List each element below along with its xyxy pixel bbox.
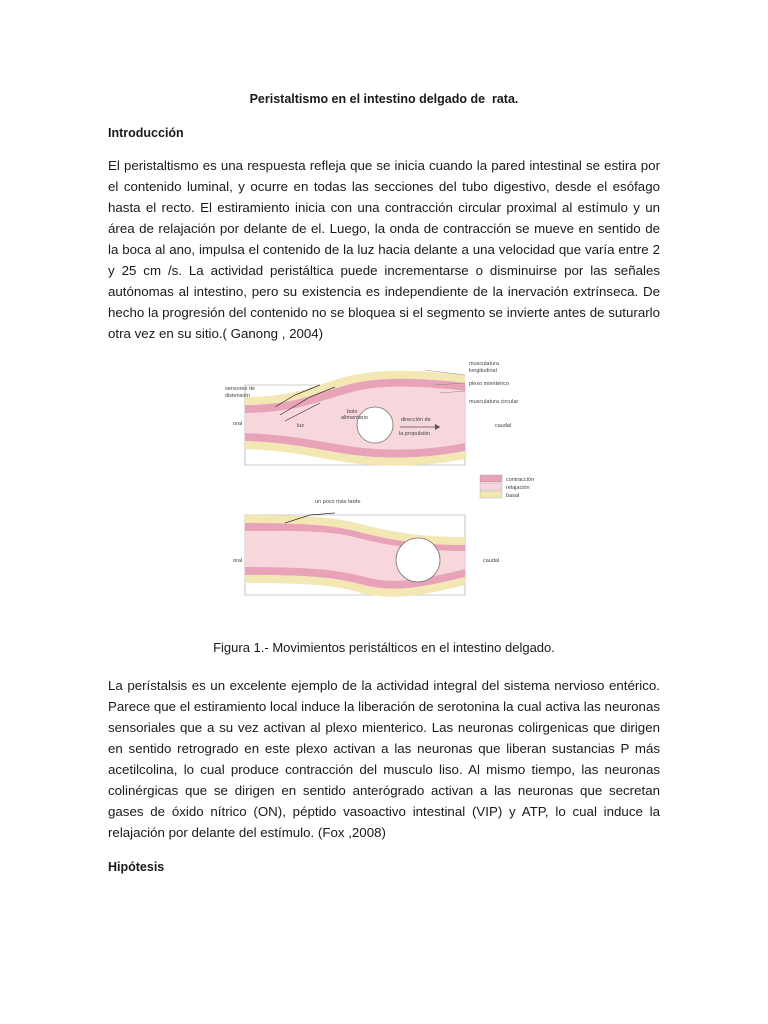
bottom-panel (245, 513, 465, 597)
legend-swatch-contraccion (480, 475, 502, 482)
label-luz: luz (297, 423, 305, 429)
legend-swatch-relajacion (480, 483, 502, 490)
label-oral-bottom: oral (233, 558, 243, 564)
label-direccion-2: la propulsión (399, 431, 431, 437)
peristalsis-diagram (225, 355, 565, 605)
intro-paragraph: El peristaltismo es una respuesta refleja que se inicia cuando la pared intestinal se estira por el contenido luminal, y ocurre en todas las secciones del tubo digestivo, desde el esófago hasta el recto. El estiramiento inicia con una contracción circular proximal al estímulo y un área de relajación por delante de el. Luego, la onda de contracción se mueve en sentido de la boca al ano, impulsa el contenido de la luz hacia delante a una velocidad que varía entre 2 y 25 cm /s. La actividad peristáltica puede incrementarse o disminuirse por las señales autónomas al intestino, pero su existencia es independiente de la inervación extrínseca. De hecho la progresión del contenido no se bloquea si el segmento se invierte antes de suturarlo otra vez en su sitio.( Ganong , 2004) (108, 158, 660, 341)
label-un-poco-mas-tarde: un poco más tarde (315, 499, 361, 505)
label-musculatura-1: musculatura (469, 361, 499, 367)
label-caudal-bottom: caudal (483, 558, 500, 564)
label-bolo-2: alimentario (341, 415, 368, 421)
legend-contraccion: contracción (506, 477, 535, 483)
legend-swatch-basal (480, 491, 502, 498)
figure-caption: Figura 1.- Movimientos peristálticos en el intestino delgado. (213, 640, 555, 655)
second-paragraph: La perístalsis es un excelente ejemplo de la actividad integral del sistema nervioso entérico. Parece que el estiramiento local induce la liberación de serotonina la cual activa las neuronas sensoriales que a su vez activan al plexo mienterico. Las neuronas colirgenicas que dirigen en sentido retrogrado en este plexo activan a las neuronas que liberan sustancias P más acetilcolina, lo cual produce contracción del musculo liso. Al mismo tiempo, las neuronas colinérgicas que se dirigen en sentido anterógrado activan a las neuronas que secretan gases de óxido nítrico (ON), péptido vasoactivo intestinal (VIP) y ATP, lo cual induce la relajación por delante del estímulo. (Fox ,2008) (108, 678, 660, 840)
label-caudal-top: caudal (495, 423, 512, 429)
document-title: Peristaltismo en el intestino delgado de rata. (249, 92, 519, 106)
label-sensores-1: sensores de (225, 386, 255, 392)
peristalsis-figure (225, 355, 565, 605)
legend-relajacion: relajación (506, 485, 530, 491)
label-musculatura-circular: musculatura circular (469, 399, 519, 405)
hipotesis-heading: Hipótesis (108, 860, 165, 874)
label-oral-top: oral (233, 421, 243, 427)
label-sensores-2: distensión (225, 393, 250, 399)
label-bolo-1: bolo (347, 409, 358, 415)
legend-basal: basal (506, 493, 520, 499)
label-musculatura-2: longitudinal (469, 368, 497, 374)
legend (480, 475, 534, 499)
label-plexo: plexo mientérico (469, 381, 510, 387)
label-direccion-1: dirección de (401, 417, 431, 423)
introduccion-heading: Introducción (108, 126, 184, 140)
